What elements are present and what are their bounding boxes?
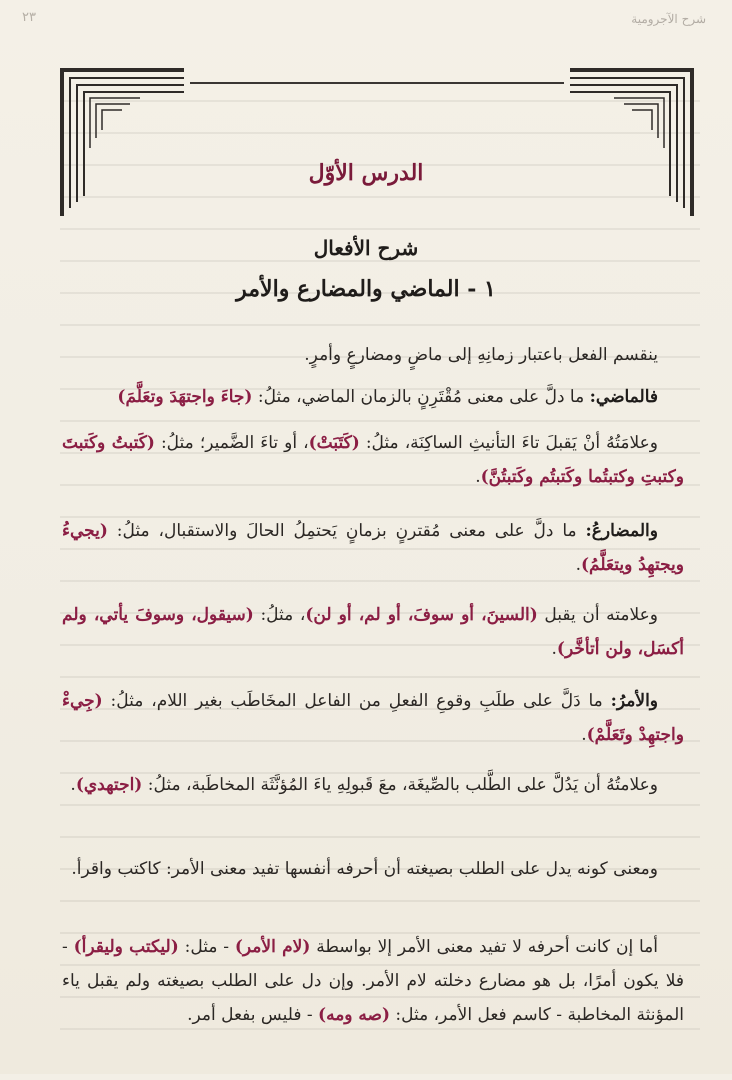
text: - فلا يكون أمرًا، بل هو مضارع دخلته لام الأمر. وإن دل على الطلب بصيغته ولم يقبل ياء المؤنثة المخاطبة - كاسم فعل الأمر، مثل:	[62, 937, 684, 1025]
text: أما إن كانت أحرفه لا تفيد معنى الأمر إلا بواسطة	[310, 937, 659, 957]
example: (سيقول، وسوفَ يأتي، ولم أكسَل، ولن أتأخَّر)	[62, 605, 684, 659]
example: (ليكتب وليقرأ)	[73, 937, 179, 957]
text: ينقسم الفعل باعتبار زمانِهِ إلى ماضٍ ومضارعٍ وأمرٍ.	[304, 345, 658, 365]
paragraph-present	[62, 514, 684, 582]
text: وعلامَتُهُ أنْ يَقبلَ تاءَ التأنيثِ الساكِنَة، مثلُ:	[359, 433, 658, 453]
text: ، مثلُ:	[253, 605, 306, 625]
text: .	[551, 639, 557, 659]
term-imperative: والأمرُ:	[610, 691, 658, 711]
corner-ornament-right	[568, 68, 694, 218]
subsection-title: ١ - الماضي والمضارع والأمر	[236, 276, 496, 302]
text: ما دلَّ على معنى مُقْتَرِنٍ بالزمان الماضي، مثلُ:	[252, 387, 590, 407]
example: (جاءَ واجتهَدَ وتعَلَّمَ)	[117, 387, 253, 407]
example: (جِيءْ واجتهِدْ وتَعَلَّمْ)	[62, 691, 684, 745]
example: (يجيءُ ويجتهِدُ ويتعَلَّمُ)	[62, 521, 684, 575]
paragraph-meaning	[62, 852, 684, 886]
text: .	[475, 467, 481, 487]
example: (صه ومه)	[318, 1005, 391, 1025]
text: .	[70, 775, 76, 795]
text: ومعنى كونه يدل على الطلب بصيغته أن أحرفه أنفسها تفيد معنى الأمر: كاكتب واقرأ.	[71, 859, 658, 879]
running-head: شرح الآجرومية	[631, 12, 706, 26]
paragraph-imperative-sign	[62, 768, 684, 802]
text: وعلامته أن يقبل	[537, 605, 658, 625]
term-past: فالماضي:	[589, 387, 658, 407]
paragraph-present-sign	[62, 598, 684, 666]
example: (كَتبتُ وكَتبتَ وكتبتِ وكتبتُما وكَتبتُم وكَتبتُنَّ)	[62, 433, 684, 487]
corner-ornament-left	[60, 68, 186, 218]
text: ما دَلَّ على طلَبِ وقوعِ الفعلِ من الفاعل المخَاطَب بغير اللام، مثلُ:	[102, 691, 611, 711]
example: (كَتَبَتْ)	[308, 433, 360, 453]
paragraph-past	[62, 380, 684, 414]
page-number: ٢٣	[22, 10, 36, 25]
header-rule	[190, 82, 564, 84]
text: .	[581, 725, 587, 745]
example: (اجتهدي)	[75, 775, 143, 795]
text: ، أو تاءَ الضَّمير؛ مثلُ:	[154, 433, 309, 453]
text: - مثل:	[178, 937, 235, 957]
paragraph-note	[62, 930, 684, 1032]
text: ما دلَّ على معنى مُقترنٍ بزمانٍ يَحتمِلُ الحالَ والاستقبال، مثلُ:	[107, 521, 586, 541]
text: وعلامتُهُ أن يَدُلَّ على الطَّلب بالصِّيغَة، معَ قَبولِهِ ياءَ المُؤنَّثَة المخاطَبة، مثلُ:	[142, 775, 658, 795]
example: (السينَ، أو سوفَ، أو لم، أو لن)	[305, 605, 538, 625]
example: (لام الأمر)	[234, 937, 311, 957]
lesson-title: الدرس الأوّل	[308, 160, 424, 186]
text: .	[575, 555, 582, 575]
text: - فليس بفعل أمر.	[187, 1005, 319, 1025]
paragraph-imperative	[62, 684, 684, 752]
section-title: شرح الأفعال	[313, 236, 419, 260]
paragraph-past-sign	[62, 426, 684, 494]
term-present: والمضارعُ:	[585, 521, 658, 541]
paragraph-division	[62, 338, 684, 372]
